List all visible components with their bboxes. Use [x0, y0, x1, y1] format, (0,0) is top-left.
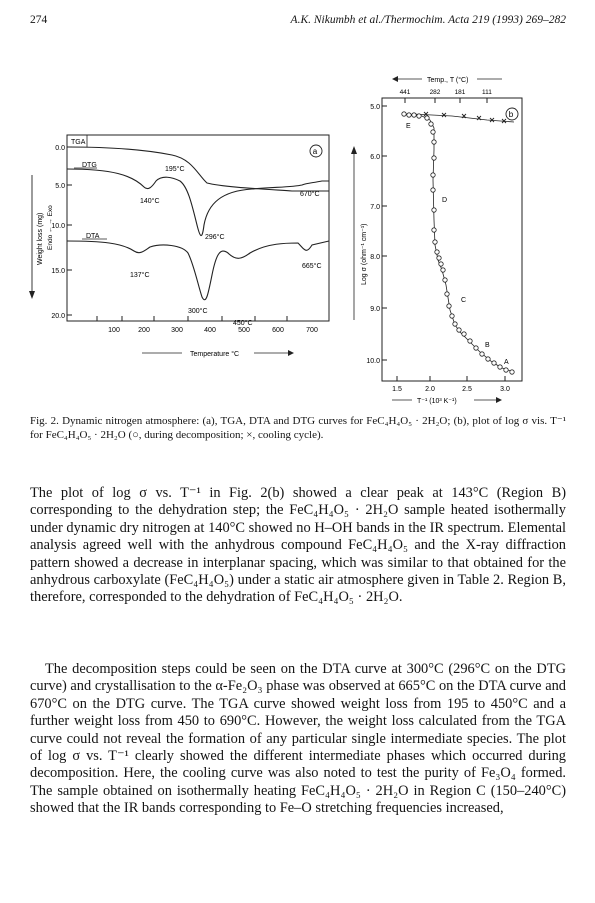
- log-tick-9: 9.0: [370, 306, 380, 313]
- top-axis-label: Temp., T (°C): [427, 77, 469, 84]
- figure-a-y-ticks: [51, 145, 72, 320]
- x-tick-600: 600: [272, 327, 284, 334]
- cooling-points: [424, 112, 506, 123]
- region-a: A: [504, 359, 509, 366]
- figure-a-annotations: [130, 165, 322, 327]
- figure-a: [22, 125, 337, 375]
- y-axis-label: Weight loss (mg): [37, 212, 44, 265]
- dta-label: DTA: [86, 233, 100, 240]
- log-tick-7: 7.0: [370, 204, 380, 211]
- figure-b-y-ticks: [366, 104, 387, 365]
- y-tick-10: 10.0: [51, 223, 65, 230]
- page-number: 274: [30, 14, 48, 26]
- log-axis-arrowhead: [351, 146, 357, 154]
- decomposition-points: [402, 112, 514, 374]
- annotation-665: 665°C: [302, 263, 322, 270]
- top-tick-441: 441: [399, 89, 411, 96]
- log-tick-5: 5.0: [370, 104, 380, 111]
- y-tick-20: 20.0: [51, 313, 65, 320]
- x-tick-100: 100: [108, 327, 120, 334]
- annotation-137: 137°C: [130, 272, 150, 279]
- inverse-t-label: T⁻¹ (10³ K⁻¹): [417, 398, 457, 405]
- figure-b-frame: [382, 98, 522, 381]
- x-tick-2-5: 2.5: [462, 386, 472, 393]
- figure-b-x-ticks: [392, 376, 510, 393]
- paragraph-2-text: The decomposition steps could be seen on the DTA curve at 300°C (296°C on the DTG curve) and crystallisation to the α-Fe₂O₃ phase was observed at 665°C on the DTA curve and 670°C on the DTG curve. The TGA curve showed weight loss from 195 to 450°C and a further weight loss from 450 to 690°C. However, the weight loss calculated from the TGA curve could not reveal the formation of any particular single intermediate species. The plot of log σ vs. T⁻¹ clearly showed the different intermediate phases which occurred during decomposition. Here, the cooling curve was also noted to test the purity of Fe₃O₄ formed. The sample obtained on isothermally heating FeC₄H₄O₅ · 2H₂O in Region C (150–240°C) showed that the IR bands corresponding to Fe–O stretching frequencies increased,: [30, 661, 566, 817]
- endo-exo-label: Endo ← → Exo: [47, 205, 54, 250]
- x-axis-label: Temperature °C: [190, 351, 240, 358]
- log-tick-6: 6.0: [370, 154, 380, 161]
- page-header: [30, 14, 566, 30]
- paragraph-1-text: The plot of log σ vs. T⁻¹ in Fig. 2(b) showed a clear peak at 143°C (Region B) corresponding to the dehydration step; the FeC₄H₄O₅ · 2H₂O sample heated isothermally under dynamic dry nitrogen at 140°C showed no H–OH bands in the IR spectrum. Elemental analysis agreed well with the anhydrous compound FeC₄H₄O₅ and the X-ray diffraction pattern showed a decrease in interplanar spacing, which was similar to that obtained for the anhydrous carboxylate (FeC₄H₄O₅) under a static air atmosphere given in Table 2. Region B, therefore, corresponded to the dehydration of FeC₄H₄O₅ · 2H₂O.: [30, 485, 566, 606]
- y-tick-0: 0.0: [55, 145, 65, 152]
- running-head: A.K. Nikumbh et al./Thermochim. Acta 219 (1993) 269–282: [290, 14, 566, 26]
- annotation-670: 670°C: [300, 191, 320, 198]
- x-tick-500: 500: [238, 327, 250, 334]
- figure-caption: Fig. 2. Dynamic nitrogen atmosphere: (a), TGA, DTA and DTG curves for FeC₄H₄O₅ · 2H₂O; (b), plot of log σ vis. T⁻¹ for FeC₄H₄O₅ · 2H₂O (○, during decomposition; ×, cooling cycle).: [30, 415, 566, 441]
- figure-b: [342, 70, 542, 405]
- decomposition-curve: [404, 114, 514, 372]
- panel-a-label: a: [312, 147, 318, 156]
- figure-a-x-ticks: [97, 316, 318, 334]
- log-tick-8: 8.0: [370, 254, 380, 261]
- dtg-label: DTG: [82, 162, 97, 169]
- y-tick-15: 15.0: [51, 268, 65, 275]
- tga-label: TGA: [71, 139, 86, 146]
- region-d: D: [442, 197, 448, 204]
- body-paragraph-1: [30, 485, 566, 607]
- x-label-arrowhead: [288, 350, 294, 356]
- annotation-140: 140°C: [140, 198, 160, 205]
- dta-curve: [67, 241, 329, 300]
- x-tick-400: 400: [204, 327, 216, 334]
- body-paragraph-2: [30, 661, 566, 818]
- x-tick-300: 300: [171, 327, 183, 334]
- x-tick-1-5: 1.5: [392, 386, 402, 393]
- x-tick-200: 200: [138, 327, 150, 334]
- x-tick-2-0: 2.0: [425, 386, 435, 393]
- x-tick-3-0: 3.0: [500, 386, 510, 393]
- inverse-t-arrowhead: [496, 397, 502, 403]
- panel-b-label: b: [508, 110, 514, 119]
- annotation-450: 450°C: [233, 320, 253, 327]
- top-tick-111: 111: [482, 89, 492, 96]
- x-tick-700: 700: [306, 327, 318, 334]
- top-tick-181: 181: [454, 89, 466, 96]
- dtg-curve: [67, 169, 329, 236]
- region-e: E: [406, 123, 411, 130]
- y-tick-5: 5.0: [55, 183, 65, 190]
- top-tick-282: 282: [429, 89, 441, 96]
- log-axis-label: Log σ (ohm⁻¹ cm⁻¹): [361, 223, 368, 285]
- tga-curve: [67, 147, 329, 191]
- annotation-300: 300°C: [188, 308, 208, 315]
- region-b: B: [485, 342, 490, 349]
- top-axis-arrowhead: [392, 76, 398, 82]
- annotation-195: 195°C: [165, 166, 185, 173]
- top-temperature-ticks: [400, 89, 493, 103]
- annotation-296: 296°C: [205, 234, 225, 241]
- log-tick-10: 10.0: [366, 358, 380, 365]
- region-c: C: [461, 297, 467, 304]
- weight-loss-arrowhead: [29, 291, 35, 299]
